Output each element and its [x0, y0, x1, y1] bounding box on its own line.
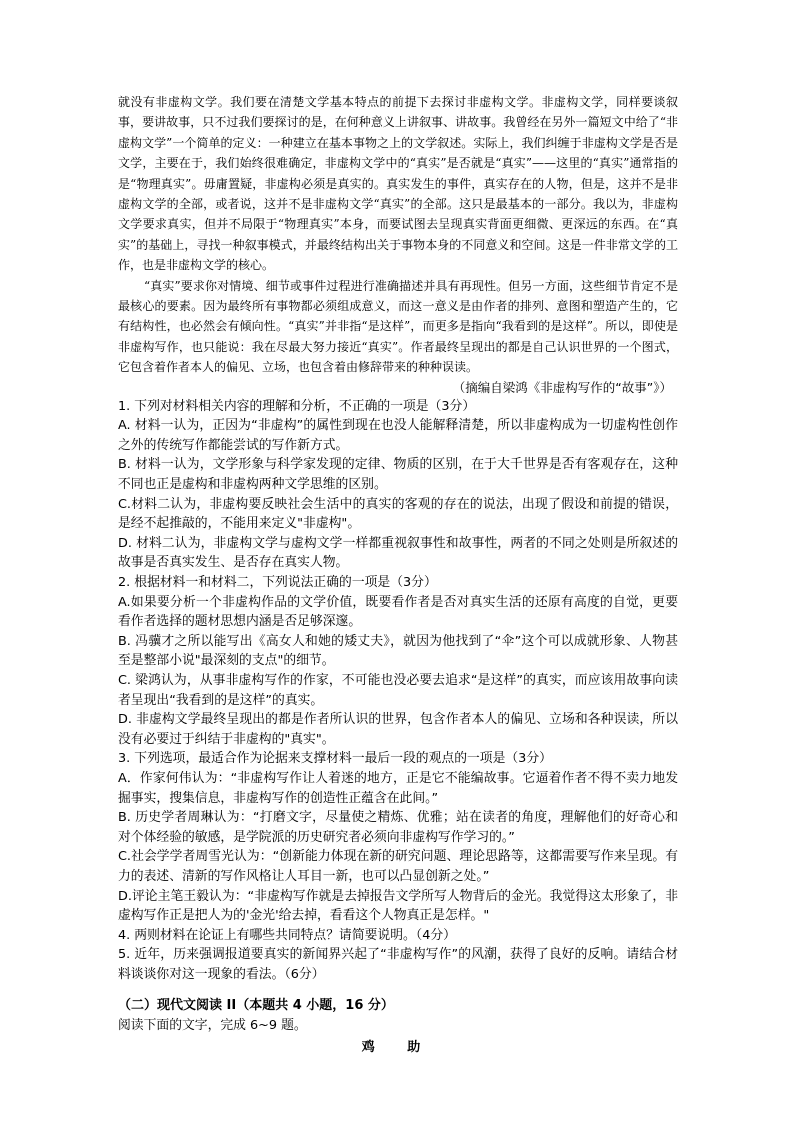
questions-block	[118, 397, 678, 985]
question-2-option-c: C. 梁鸿认为，从事非虚构写作的作家，不可能也没必要去追求“是这样”的真实，而应该用故事向读者呈现出“我看到的是这样”的真实。	[118, 673, 678, 708]
source-citation: （摘编自梁鸿《非虚构写作的“故事”》）	[452, 379, 672, 395]
question-3-option-c: C.社会学学者周雪光认为：“创新能力体现在新的研究问题、理论思路等，这都需要写作来呈现。有力的表述、清新的写作风格让人耳目一新，也可以凸显创新之处。”	[118, 849, 678, 884]
question-3-stem: 3. 下列选项，最适合作为论据来支撑材料一最后一段的观点的一项是（3分）	[118, 751, 552, 767]
question-3-option-d: D.评论主笔王毅认为：“非虚构写作就是去掉报告文学所写人物背后的金光。我觉得这太形象了，非虚构写作正是把人为的'金光'给去掉，看看这个人物真正是怎样。"	[118, 888, 678, 924]
question-2-option-b: B. 冯骥才之所以能写出《高女人和她的矮丈夫》，就因为他找到了“伞”这个可以成就形象、人物甚至是整部小说"最深刻的支点"的细节。	[118, 633, 678, 669]
section-2-instruction: 阅读下面的文字，完成 6~9 题。	[118, 1017, 307, 1033]
question-2-stem: 2. 根据材料一和材料二，下列说法正确的一项是（3分）	[118, 575, 437, 591]
question-5: 5. 近年，历来强调报道要真实的新闻界兴起了“非虚构写作”的风潮，获得了良好的反响。请结合材料谈谈你对这一现象的看法。（6分）	[118, 947, 678, 982]
question-1-option-b: B. 材料一认为，文学形象与科学家发现的定律、物质的区别，在于大千世界是否有客观存在，这种不同也正是虚构和非虚构两种文学思维的区别。	[118, 457, 678, 493]
passage-paragraph-1: 就没有非虚构文学。我们要在清楚文学基本特点的前提下去探讨非虚构文学。非虚构文学，同样要谈叙事，要讲故事，只不过我们要探讨的是，在何种意义上讲叙事、讲故事。我曾经在另外一篇短文中给了“非虚构文学”一个简单的定义：一种建立在基本事物之上的文学叙述。实际上，我们纠缠于非虚构文学是否是文学，主要在于，我们始终很难确定，非虚构文学中的“真实”是否就是“真实”——这里的“真实”通常指的是“物理真实”。毋庸置疑，非虚构必须是真实的。真实发生的事件，真实存在的人物，但是，这并不是非虚构文学的全部，或者说，这并不是非虚构文学“真实”的全部。这只是最基本的一部分。我以为，非虚构文学要求真实，但并不局限于“物理真实”本身，而要试图去呈现真实背面更细微、更深远的东西。在“真实”的基础上，寻找一种叙事模式，并最终结构出关于事物本身的不同意义和空间。这是一件非常文学的工作，也是非虚构文学的核心。	[118, 95, 678, 273]
question-2-option-a: A.如果要分析一个非虚构作品的文学价值，既要看作者是否对真实生活的还原有高度的自觉，更要看作者选择的题材思想内涵是否足够深邃。	[118, 594, 678, 630]
section-2-title: （二）现代文阅读 II（本题共 4 小题，16 分）	[118, 997, 394, 1013]
passage-paragraph-2: “真实”要求你对情境、细节或事件过程进行准确描述并具有再现性。但另一方面，这些细节肯定不是最核心的要素。因为最终所有事物都必须组成意义，而这一意义是由作者的排列、意图和塑造产生的，它有结构性，也必然会有倾向性。“真实”并非指“是这样”，而更多是指向“我看到的是这样”。所以，即使是非虚构写作，也只能说：我在尽最大努力接近“真实”。作者最终呈现出的都是自己认识世界的一个图式，它包含着作者本人的偏见、立场，也包含着由修辞带来的种种误读。	[118, 278, 678, 375]
question-1-option-d: D. 材料二认为，非虚构文学与虚构文学一样都重视叙事性和故事性，两者的不同之处则是所叙述的故事是否真实发生、是否存在真实人物。	[118, 535, 678, 571]
question-1-stem: 1. 下列对材料相关内容的理解和分析，不正确的一项是（3分）	[118, 398, 476, 414]
question-3-option-a: A．作家何伟认为：“非虚构写作让人着迷的地方，正是它不能编故事。它逼着作者不得不卖力地发掘事实，搜集信息，非虚构写作的创造性正蕴含在此间。”	[118, 770, 678, 806]
question-2-option-d: D. 非虚构文学最终呈现出的都是作者所认识的世界，包含作者本人的偏见、立场和各种误读，所以没有必要过于纠结于非虚构的"真实"。	[118, 712, 678, 747]
question-4: 4. 两则材料在论证上有哪些共同特点？请简要说明。（4分）	[118, 927, 456, 943]
question-1-option-a: A. 材料一认为，正因为“非虚构”的属性到现在也没人能解释清楚，所以非虚构成为一切虚构性创作之外的传统写作都能尝试的写作新方式。	[118, 418, 678, 453]
text-column	[118, 92, 678, 1059]
question-1-option-c: C.材料二认为，非虚构要反映社会生活中的真实的客观的存在的说法，出现了假设和前提的错误，是经不起推敲的，不能用来定义"非虚构"。	[118, 496, 678, 532]
story-title: 鸡 助	[361, 1040, 435, 1056]
question-3-option-b: B. 历史学者周琳认为：“打磨文字，尽量使之精炼、优雅；站在读者的角度，理解他们的好奇心和对个体经验的敏感，是学院派的历史研究者必须向非虚构写作学习的。”	[118, 810, 678, 845]
